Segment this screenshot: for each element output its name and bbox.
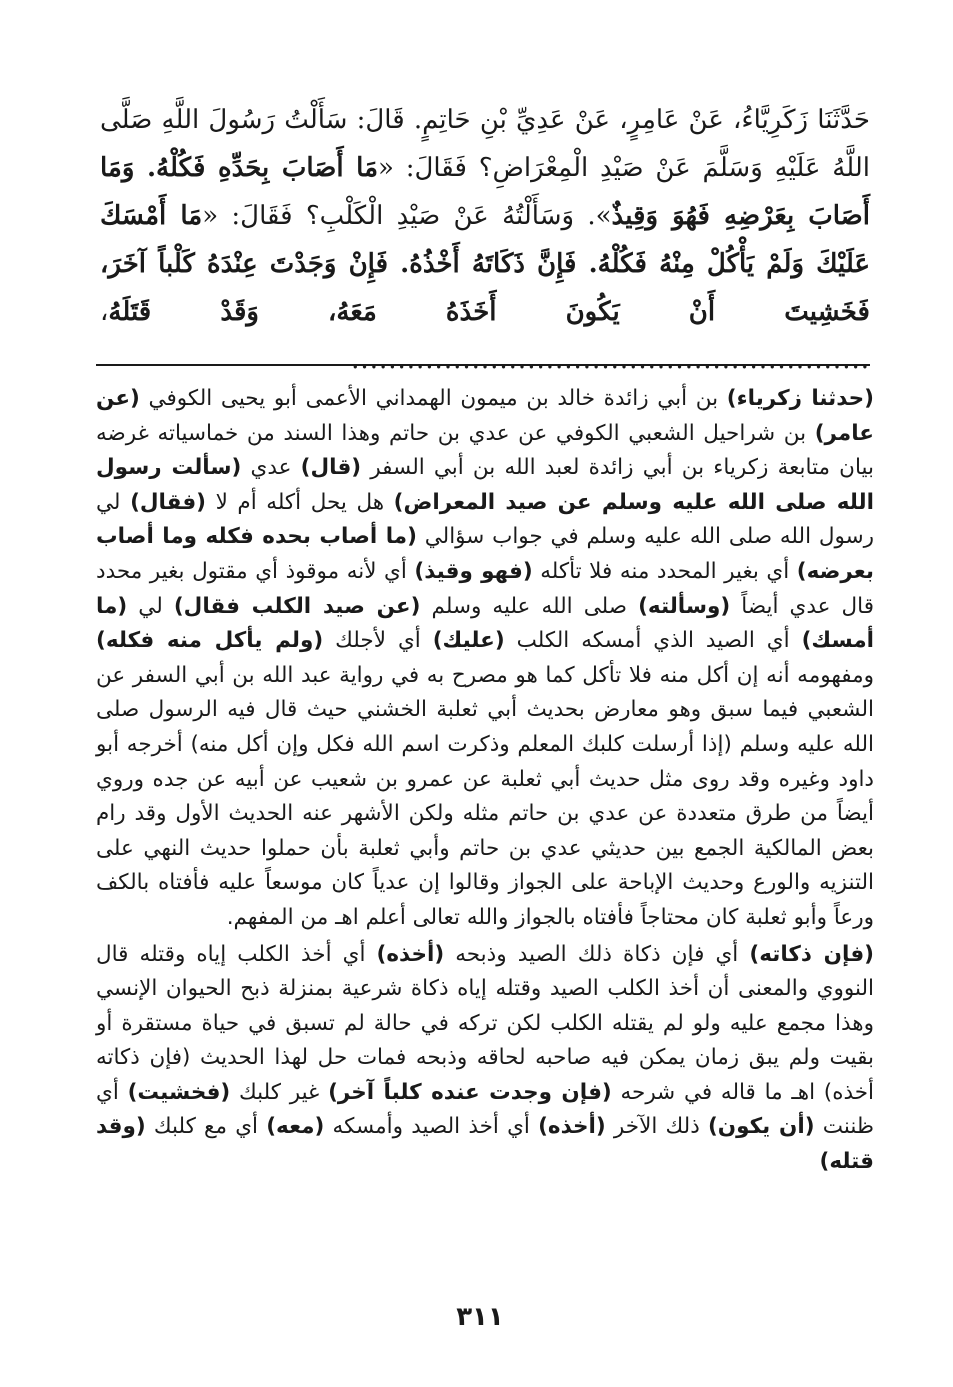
commentary-segment: هل يحل أكله أم لا	[206, 489, 394, 515]
hadith-connector: ،	[100, 297, 109, 327]
bold-quote: (فهو وقيذ)	[414, 558, 533, 584]
commentary-segment: أي بغير المحدد منه فلا تأكله	[532, 558, 797, 584]
commentary-segment: أي مع كلبك	[145, 1114, 267, 1140]
commentary-segment: ذلك الآخر	[605, 1114, 708, 1140]
bold-quote: (عن عامر)	[96, 386, 874, 446]
commentary-text	[96, 382, 874, 1180]
commentary-segment: لي	[127, 593, 174, 619]
bold-quote: (أخذه)	[538, 1114, 606, 1140]
commentary-segment: أي لأجلك	[323, 628, 433, 654]
commentary-segment: صلى الله عليه وسلم	[420, 593, 639, 619]
page-number: ٣١١	[456, 1302, 504, 1332]
bold-quote: (فخشيت)	[127, 1079, 231, 1105]
hadith-matn-bold: مَا أَصَابَ بِحَدِّهِ فَكُلْهُ. وَمَا أَصَابَ بِعَرْضِهِ فَهُوَ وَقِيذٌ	[100, 153, 870, 231]
footnote-divider	[96, 364, 870, 366]
hadith-matn-bold: مَا أَمْسَكَ عَلَيْكَ وَلَمْ يَأْكُلْ مِنْهُ فَكُلْهُ. فَإِنَّ ذَكَاتَهُ أَخْذُهُ. فَإِنْ وَجَدْتَ عِنْدَهُ كَلْباً آخَرَ، فَخَشِيتَ أَنْ يَكُونَ أَخَذَهُ مَعَهُ، وَقَدْ قَتَلَهُ	[100, 201, 870, 327]
bold-quote: (فإن وجدت عنده كلباً آخر)	[328, 1079, 612, 1105]
bold-quote: (حدثنا زكرياء)	[726, 386, 874, 411]
bold-quote: (ولم يأكل منه فكله)	[96, 628, 324, 654]
hadith-paragraph	[100, 96, 870, 384]
commentary-segment: لي رسول الله صلى الله عليه وسلم في جواب سؤالي	[96, 489, 874, 550]
hadith-text	[100, 96, 870, 384]
commentary-segment: بن أبي زائدة خالد بن ميمون الهمداني الأعمى أبو يحيى الكوفي	[139, 386, 727, 411]
bold-quote: (وقد قتله)	[96, 1114, 874, 1175]
commentary-segment: أي ظننت	[96, 1079, 875, 1140]
commentary-segment: أي لأنه موقوذ أي مقتول بغير محدد قال عدي أيضاً	[96, 558, 874, 619]
hadith-chain: حَدَّثَنَا زَكَرِيَّاءُ، عَنْ عَامِرٍ، عَنْ عَدِيِّ بْنِ حَاتِمٍ. قَالَ: سَأَلْتُ رَسُولَ اللَّهِ صَلَّى اللَّهُ عَلَيْهِ وَسَلَّمَ عَنْ صَيْدِ الْمِعْرَاضِ؟ فَقَالَ: «	[100, 105, 870, 183]
commentary-segment: أي أخذ الصيد وأمسكه	[324, 1114, 539, 1140]
bold-quote: (فإن ذكاته)	[749, 941, 874, 967]
commentary-paragraph-2	[96, 938, 874, 1180]
bold-quote: (سألت رسول الله صلى الله عليه وسلم عن صيد المعراض)	[96, 455, 875, 515]
commentary-segment: بن شراحيل الشعبي الكوفي عن عدي بن حاتم وهذا السند من خماسياته غرضه بيان متابعة زكرياء بن أبي زائدة لعبد الله بن أبي السفر	[96, 420, 874, 481]
commentary-segment: غير كلبك	[230, 1079, 329, 1105]
bold-quote: (ما أصاب بحده فكله وما أصاب بعرضه)	[96, 524, 875, 584]
commentary-segment: ومفهومه أنه إن أكل منه فلا تأكل كما هو مصرح به في رواية عبد الله بن أبي السفر عن الشعبي فيما سبق وهو معارض بحديث أبي ثعلبة الخشني حيث قال فيه الرسول صلى الله عليه وسلم (إذا أرسلت كلبك المعلم وذكرت اسم الله فكل وإن أكل منه) أخرجه أبو داود وغيره وقد روى مثل حديث أبي ثعلبة عن عمرو بن شعيب عن أبيه عن جده وروي أيضاً من طرق متعددة عن عدي بن حاتم مثله ولكن الأشهر عنه الحديث الأول وقد رام بعض المالكية الجمع بين حديثي عدي بن حاتم وأبي ثعلبة بأن حملوا حديث النهي على التنزيه والورع وحديث الإباحة على الجواز وقالوا إن عدياً كان موسعاً عليه فأفتاه بالكف ورعاً وأبو ثعلبة كان محتاجاً فأفتاه بالجواز والله تعالى أعلم اهـ من المفهم.	[96, 662, 874, 930]
bold-quote: (أخذه)	[376, 941, 445, 967]
commentary-segment: أي فإن ذكاة ذلك الصيد وذبحه	[444, 941, 750, 967]
hadith-connector: ». وَسَأَلْتُهُ عَنْ صَيْدِ الْكَلْبِ؟ فَقَالَ: «	[202, 201, 612, 231]
ellipsis-dots: ........................................................	[351, 345, 870, 375]
commentary-paragraph-1	[96, 382, 874, 936]
bold-quote: (عليك)	[432, 628, 505, 654]
bold-quote: (فقال)	[130, 489, 206, 515]
bold-quote: (قال)	[300, 455, 362, 481]
bold-quote: (أن يكون)	[707, 1114, 815, 1140]
bold-quote: (وسألته)	[638, 593, 731, 619]
bold-quote: (ما أمسك)	[96, 593, 874, 654]
bold-quote: (عن صيد الكلب فقال)	[173, 593, 421, 619]
commentary-segment: عدي	[241, 455, 301, 481]
commentary-segment: أي أخذ الكلب إياه وقتله قال النووي والمعنى أن أخذ الكلب الصيد وقتله إياه ذكاة شرعية بمنزلة ذبح الحيوان الإنسي وهذا مجمع عليه ولو لم يقتله الكلب لكن تركه في حالة لم تسبق في حياة مستقرة أو بقيت ولم يبق زمان يمكن فيه صاحبه لحاقه وذبحه فمات حل لهذا الحديث (فإن ذكاته أخذه) اهـ ما قاله في شرحه	[96, 941, 875, 1105]
bold-quote: (معه)	[266, 1114, 325, 1140]
commentary-segment: أي الصيد الذي أمسكه الكلب	[504, 628, 802, 654]
